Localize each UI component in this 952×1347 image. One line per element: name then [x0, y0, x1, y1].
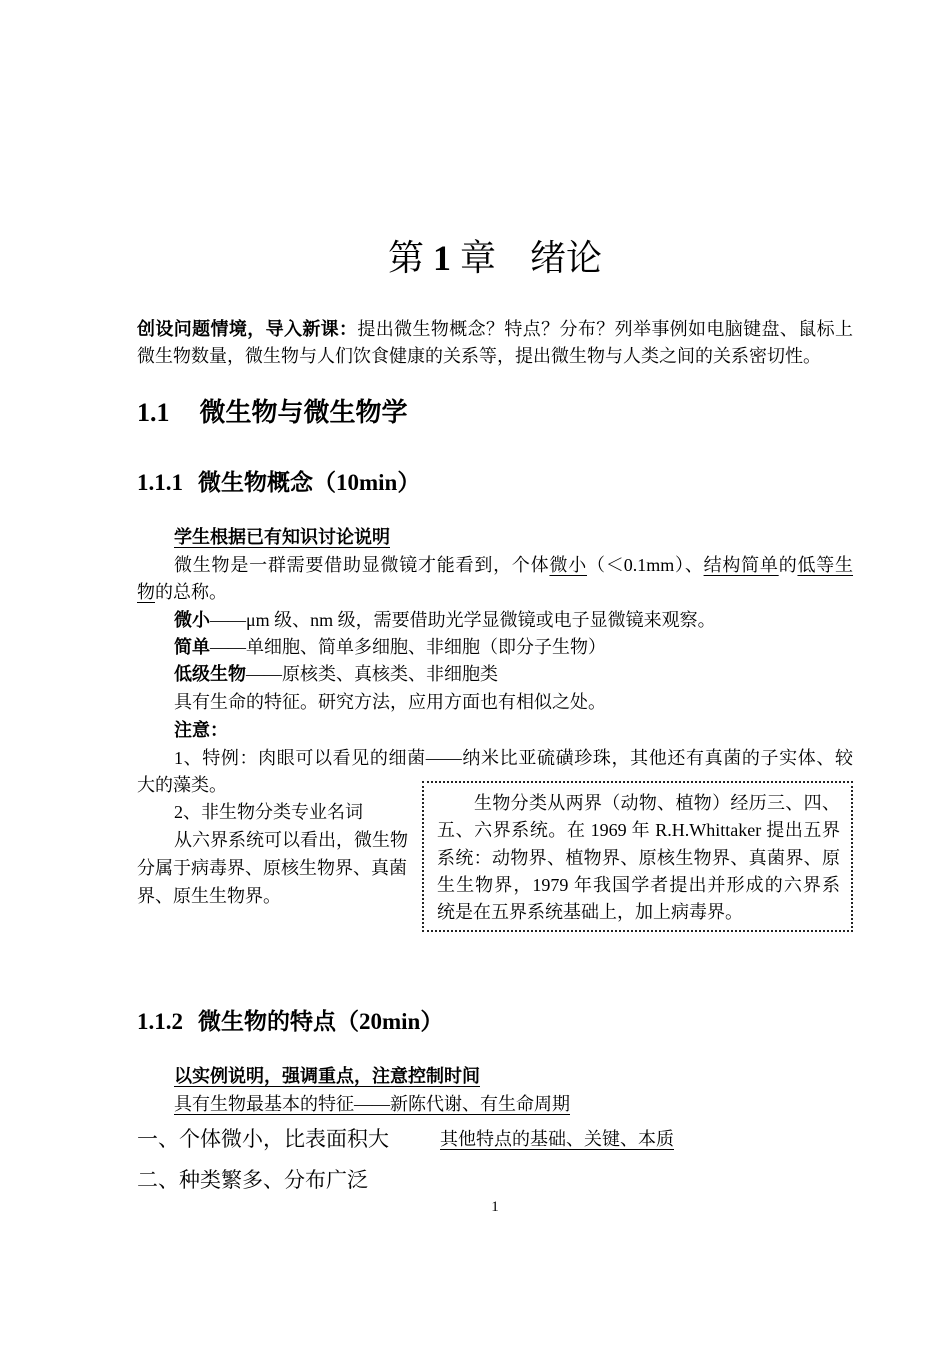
definition-keyword: 物 [137, 582, 155, 602]
subsection-heading-1-1-1 [137, 468, 420, 498]
definition-keyword: 结构简单 [703, 555, 779, 575]
special-case-line-1: 1、特例：肉眼可以看见的细菌——纳米比亚硫磺珍珠，其他还有真菌的子实体、较 [174, 748, 853, 768]
section-heading-1-1 [137, 395, 408, 429]
chapter-title [137, 236, 853, 280]
point-heading: 二、种类繁多、分布广泛 [137, 1168, 368, 1192]
chapter-prefix: 第 [387, 238, 424, 278]
teaching-note: 学生根据已有知识讨论说明 [174, 527, 390, 547]
intro-lead: 创设问题情境，导入新课： [137, 319, 358, 339]
naming-note-line: 界、原生生物界。 [137, 886, 281, 906]
common-features: 具有生命的特征。研究方法，应用方面也有相似之处。 [174, 692, 606, 712]
chapter-suffix: 章 [459, 238, 496, 278]
subsection-number: 1.1.1 [137, 470, 183, 495]
naming-note-line: 从六界系统可以看出，微生物 [174, 830, 408, 850]
term-line [174, 606, 716, 634]
term-text: ——μm 级、nm 级，需要借助光学显微镜或电子显微镜来观察。 [210, 610, 716, 630]
term-label: 简单 [174, 637, 210, 657]
sidebox-line: 生生物界，1979 年我国学者提出并形成的六界系 [437, 874, 840, 895]
subsection-heading-1-1-2 [137, 1007, 443, 1037]
intro-text: 提出微生物概念？特点？分布？列举事例如电脑键盘、鼠标上 [357, 319, 853, 339]
teaching-note: 以实例说明，强调重点，注意控制时间 [174, 1066, 480, 1086]
subsection-title: 微生物概念（10min） [198, 470, 421, 495]
definition-text: 的 [778, 555, 798, 575]
section-number: 1.1 [137, 398, 170, 427]
page-number: 1 [491, 1199, 499, 1215]
definition-keyword: 低等生 [797, 555, 854, 575]
intro-line-1 [137, 315, 853, 343]
chapter-name: 绪论 [530, 238, 603, 278]
characteristics-summary: 具有生物最基本的特征——新陈代谢、有生命周期 [174, 1094, 570, 1114]
definition-text: （＜0.1mm）、 [587, 555, 704, 575]
sidebox-line: 统是在五界系统基础上，加上病毒界。 [437, 902, 743, 923]
definition-text: 的总称。 [155, 582, 227, 602]
classification-sidebox [422, 781, 853, 932]
point-comment: 其他特点的基础、关键、本质 [440, 1129, 674, 1149]
attention-label: 注意： [174, 720, 228, 740]
definition-text: 微生物是一群需要借助显微镜才能看到，个体 [174, 555, 550, 575]
subsection-title: 微生物的特点（20min） [198, 1009, 444, 1034]
sidebox-line: 五、六界系统。在 1969 年 R.H.Whittaker 提出五界 [437, 820, 840, 841]
naming-note-line: 分属于病毒界、原核生物界、真菌 [137, 858, 407, 878]
intro-line-2: 微生物数量，微生物与人们饮食健康的关系等，提出微生物与人类之间的关系密切性。 [137, 346, 821, 366]
term-text: ——单细胞、简单多细胞、非细胞（即分子生物） [210, 637, 606, 657]
section-title: 微生物与微生物学 [199, 397, 408, 427]
chapter-number: 1 [432, 238, 451, 278]
special-case-line-2: 大的藻类。 [137, 775, 227, 795]
naming-note-title: 2、非生物分类专业名词 [174, 802, 363, 822]
term-label: 微小 [174, 610, 210, 630]
term-line [174, 633, 606, 661]
sidebox-line: 系统：动物界、植物界、原核生物界、真菌界、原 [437, 847, 840, 868]
definition-line-1 [174, 551, 853, 579]
subsection-number: 1.1.2 [137, 1009, 183, 1034]
term-label: 低级生物 [174, 664, 246, 684]
point-heading: 一、个体微小，比表面积大 [137, 1127, 389, 1151]
term-text: ——原核类、真核类、非细胞类 [246, 664, 498, 684]
definition-keyword: 微小 [549, 555, 587, 575]
term-line [174, 660, 498, 688]
definition-line-2 [137, 578, 227, 606]
sidebox-line: 生物分类从两界（动物、植物）经历三、四、 [474, 793, 840, 813]
